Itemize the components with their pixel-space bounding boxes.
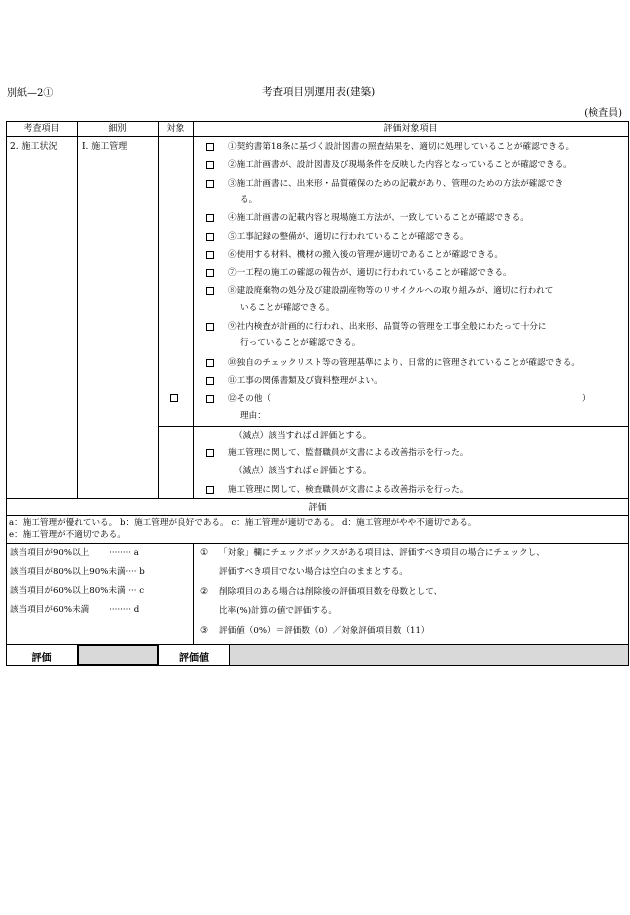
- grade-threshold: 該当項目が60%未満 ········ d: [10, 605, 140, 615]
- item-checkbox[interactable]: [206, 161, 214, 169]
- column-header-detail: 細別: [108, 124, 127, 134]
- note-number: ②: [200, 587, 209, 597]
- grade-threshold: 該当項目が60%以上80%未満 ··· c: [10, 586, 145, 596]
- item-checkbox[interactable]: [206, 251, 214, 259]
- document-id: 別紙—2①: [7, 88, 54, 99]
- page-title: 考査項目別運用表(建築): [262, 86, 376, 98]
- item-checkbox[interactable]: [206, 143, 214, 151]
- item-checkbox[interactable]: [206, 287, 214, 295]
- item-checkbox[interactable]: [206, 359, 214, 367]
- column-header-eval-items: 評価対象項目: [383, 124, 438, 134]
- note-text: 「対象」欄にチェックボックスがある項目は、評価すべき項目の場合にチェックし、: [219, 548, 545, 558]
- evaluation-heading: 評価: [308, 503, 327, 513]
- inspection-detail: Ⅰ. 施工管理: [82, 142, 128, 152]
- item-checkbox[interactable]: [206, 233, 214, 241]
- item-checkbox[interactable]: [206, 269, 214, 277]
- eval-value-display: [230, 645, 628, 665]
- target-checkbox[interactable]: [170, 394, 178, 402]
- note-number: ③: [200, 626, 209, 636]
- item-checkbox[interactable]: [206, 214, 214, 222]
- inspection-item: 2. 施工状況: [10, 142, 58, 152]
- note-number: ①: [200, 548, 209, 558]
- note-text: 削除項目のある場合は削除後の評価項目数を母数として、: [219, 587, 443, 597]
- evaluation-criteria-line2: e：施工管理が不適切である。: [9, 530, 126, 540]
- eval-label: 評価: [31, 653, 52, 664]
- note-text: 評価すべき項目でない場合は空白のままとする。: [219, 567, 408, 577]
- note-text: 評価値（0%）＝評価数（0）／対象評価項目数（11）: [219, 626, 430, 636]
- eval-value-label: 評価値: [179, 653, 209, 664]
- deduction-checkbox[interactable]: [206, 486, 214, 494]
- grade-threshold: 該当項目が90%以上 ········ a: [10, 548, 139, 558]
- column-header-target: 対象: [166, 124, 185, 134]
- deduction-checkbox[interactable]: [206, 449, 214, 457]
- column-header-item: 考査項目: [23, 124, 60, 134]
- item-checkbox[interactable]: [206, 323, 214, 331]
- item-checkbox[interactable]: [206, 395, 214, 403]
- item-checkbox[interactable]: [206, 377, 214, 385]
- item-checkbox[interactable]: [206, 180, 214, 188]
- note-text: 比率(%)計算の値で評価する。: [219, 606, 337, 616]
- role-label: (検査員): [584, 108, 622, 119]
- evaluation-criteria-line1: a：施工管理が優れている。 b：施工管理が良好である。 c：施工管理が適切である。 d：施工管理がやや不適切である。: [9, 518, 477, 528]
- eval-value-field[interactable]: [78, 645, 158, 665]
- grade-threshold: 該当項目が80%以上90%未満···· b: [10, 567, 145, 577]
